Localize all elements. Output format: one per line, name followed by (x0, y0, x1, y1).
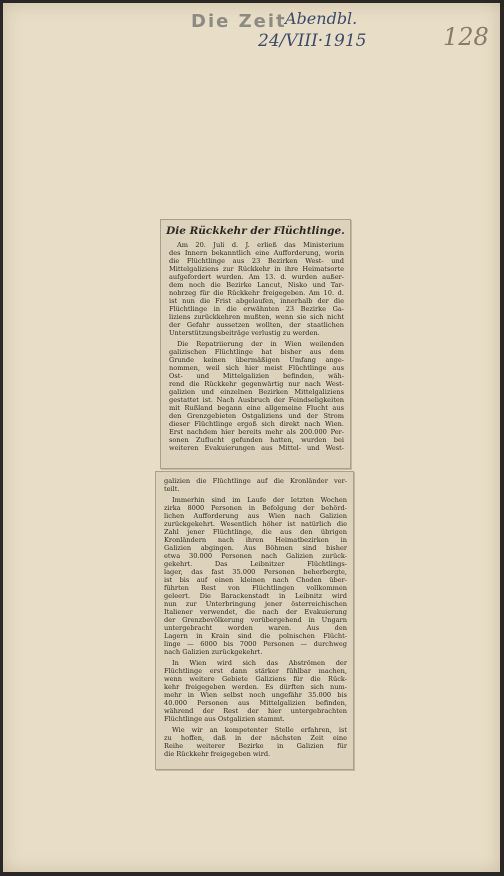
article-line: etwa 30.000 Personen nach Galizien zurück- (164, 552, 347, 560)
article-line: Reihe weiterer Bezirke in Galizien für (164, 742, 347, 750)
article-line: kehr freigegeben werden. Es dürften sich num- (164, 683, 347, 691)
article-line: Galizien abgingen. Aus Böhmen sind bisher (164, 544, 347, 552)
article-line: während der Rest der hier untergebrachten (164, 707, 347, 715)
article-line: gekehrt. Das Leibnitzer Flüchtlings- (164, 560, 347, 568)
article-line: Grunde keinen übermäßigen Umfang ange- (169, 356, 344, 364)
article-line: nobrzeg für die Rückkehr freigegeben. Am 10. d. (169, 289, 344, 297)
article-line: geleert. Die Barackenstadt in Leibnitz wird (164, 592, 347, 600)
article-line: nun zur Unterbringung jener österreichischen (164, 600, 347, 608)
article-text-part-2 (156, 472, 353, 758)
article-line: galizien und einzelnen Bezirken Mittelgaliziens (169, 388, 344, 396)
article-line: Am 20. Juli d. J. erließ das Ministerium (177, 241, 344, 249)
article-line: führten Rest von Flüchtlingen vollkommen (164, 584, 347, 592)
article-line: untergebracht worden waren. Aus den (164, 624, 347, 632)
clipping-part-2 (155, 471, 354, 770)
article-line: der Grenzbevölkerung vorübergehend in Ungarn (164, 616, 347, 624)
article-line: Kronländern nach ihren Heimatbezirken in (164, 536, 347, 544)
article-line: zu hoffen, daß in der nächsten Zeit eine (164, 734, 347, 742)
archive-sheet (3, 3, 500, 872)
article-text-part-1 (161, 241, 350, 452)
article-line: dieser Flüchtlinge ergoß sich direkt nach Wien. (169, 420, 344, 428)
article-line: mehr in Wien selbst noch ungefähr 35.000 bis (164, 691, 347, 699)
article-line: In Wien wird sich das Abströmen der (172, 659, 347, 667)
article-line: galizischen Flüchtlinge hat bisher aus dem (169, 348, 344, 356)
article-line: ist nun die Frist abgelaufen, innerhalb der die (169, 297, 344, 305)
article-line: weiteren Evakuierungen aus Mittel- und West- (169, 444, 344, 452)
article-line: Mittelgaliziens zur Rückkehr in ihre Heimatsorte (169, 265, 344, 273)
article-line: linge — 6000 bis 7000 Personen — durchweg (164, 640, 347, 648)
handwritten-source-note: Abendbl. (285, 9, 358, 28)
article-line: lichen Aufforderung aus Wien nach Galizien (164, 512, 347, 520)
article-line: zurückgekehrt. Wesentlich höher ist natürlich die (164, 520, 347, 528)
article-line: nommen, weil sich hier meist Flüchtlinge aus (169, 364, 344, 372)
article-line: zirka 8000 Personen in Befolgung der behörd- (164, 504, 347, 512)
article-line: liziens zurückkehren mußten, wenn sie sich nicht (169, 313, 344, 321)
article-line: des Innern bekanntlich eine Aufforderung, worin (169, 249, 344, 257)
article-line: sonen Zuflucht gefunden hatten, wurden bei (169, 436, 344, 444)
article-line: ist bis auf einen kleinen nach Choden über- (164, 576, 347, 584)
handwritten-date: 24/VIII·1915 (258, 31, 367, 51)
article-line: 40.000 Personen aus Mittelgalizien befinden, (164, 699, 347, 707)
article-line: rend die Rückkehr gegenwärtig nur nach West- (169, 380, 344, 388)
article-line: galizien die Flüchtlinge auf die Kronländer ver- (164, 477, 347, 485)
article-line: mit Rußland begann eine allgemeine Flucht aus (169, 404, 344, 412)
newspaper-masthead: Die Zeit (191, 11, 287, 32)
clipping-part-1 (160, 219, 351, 469)
article-line: Zahl jener Flüchtlinge, die aus den übrigen (164, 528, 347, 536)
article-line: Italiener verwendet, die nach der Evakuierung (164, 608, 347, 616)
article-line: Flüchtlinge aus Ostgalizien stammt. (164, 715, 285, 723)
article-line: aufgefordert wurden. Am 13. d. wurden außer- (169, 273, 344, 281)
article-line: wenn weitere Gebiete Galiziens für die Rück- (164, 675, 347, 683)
article-line: Lagern in Krain sind die polnischen Flücht- (164, 632, 347, 640)
article-line: Unterstützungsbeiträge verlustig zu werden. (169, 329, 320, 337)
article-line: Wie wir an kompetenter Stelle erfahren, ist (172, 726, 347, 734)
article-line: teilt. (164, 485, 180, 493)
article-line: gestattet ist. Nach Ausbruch der Feindseligkeiten (169, 396, 344, 404)
article-line: Immerhin sind im Laufe der letzten Wochen (172, 496, 347, 504)
article-line: die Flüchtlinge aus 23 Bezirken West- und (169, 257, 344, 265)
article-line: Die Repatriierung der in Wien weilenden (177, 340, 344, 348)
article-line: die Rückkehr freigegeben wird. (164, 750, 271, 758)
article-line: Flüchtlinge in die erwähnten 23 Bezirke Ga- (169, 305, 344, 313)
article-line: lager, das fast 35.000 Personen beherbergte, (164, 568, 347, 576)
article-line: Erst nachdem hier bereits mehr als 200.000 Per- (169, 428, 344, 436)
article-line: Ost- und Mittelgalizien befinden, wäh- (169, 372, 344, 380)
article-title: Die Rückkehr der Flüchtlinge. (166, 225, 345, 237)
folio-number: 128 (443, 23, 489, 51)
article-line: nach Galizien zurückgekehrt. (164, 648, 263, 656)
article-line: dem noch die Bezirke Lancut, Nisko und Tar- (169, 281, 344, 289)
article-line: den Grenzgebieten Ostgaliziens und der Strom (169, 412, 344, 420)
article-line: Flüchtlinge erst dann stärker fühlbar machen, (164, 667, 347, 675)
article-line: der Gefahr aussetzen wollten, der staatlichen (169, 321, 344, 329)
